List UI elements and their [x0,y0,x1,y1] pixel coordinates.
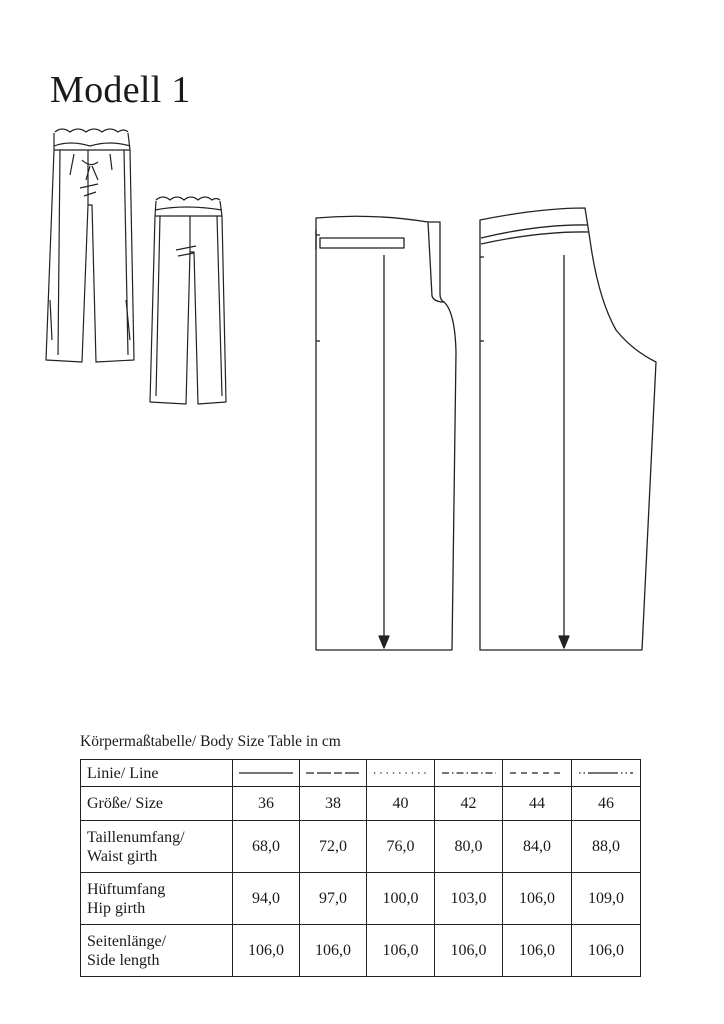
hip-row [81,873,641,925]
side-length-cell: 106,0 [367,925,435,977]
solid-line-icon [237,770,295,776]
line-row-label: Linie/ Line [81,760,233,787]
waist-cell: 68,0 [233,821,300,873]
size-cell: 44 [503,787,572,821]
line-style-dot-dash-solid [572,760,641,787]
size-table-caption: Körpermaßtabelle/ Body Size Table in cm [80,733,341,750]
waist-row-label: Taillenumfang/ Waist girth [81,821,233,873]
waist-cell: 84,0 [503,821,572,873]
size-cell: 40 [367,787,435,821]
side-length-cell: 106,0 [503,925,572,977]
size-row-label: Größe/ Size [81,787,233,821]
line-style-dotted [367,760,435,787]
line-row [81,760,641,787]
size-cell: 46 [572,787,641,821]
hip-cell: 97,0 [300,873,367,925]
hip-cell: 94,0 [233,873,300,925]
size-table [80,759,641,977]
hip-cell: 103,0 [435,873,503,925]
hip-cell: 109,0 [572,873,641,925]
side-length-cell: 106,0 [572,925,641,977]
side-length-cell: 106,0 [435,925,503,977]
side-length-cell: 106,0 [233,925,300,977]
waist-cell: 88,0 [572,821,641,873]
side-length-row-label: Seitenlänge/ Side length [81,925,233,977]
line-style-long-dash [300,760,367,787]
page-title: Modell 1 [50,69,191,111]
line-style-dashed [503,760,572,787]
size-cell: 42 [435,787,503,821]
size-cell: 36 [233,787,300,821]
back-view-sketch [150,197,226,404]
line-style-dash-dot [435,760,503,787]
dashed-line-icon [508,770,566,776]
dash-dot-line-icon [440,770,498,776]
line-style-solid [233,760,300,787]
front-pattern-piece [316,216,456,650]
size-cell: 38 [300,787,367,821]
waist-row [81,821,641,873]
back-pattern-piece [480,208,656,650]
dotted-line-icon [372,770,430,776]
size-row [81,787,641,821]
hip-row-label: Hüftumfang Hip girth [81,873,233,925]
side-length-row [81,925,641,977]
side-length-cell: 106,0 [300,925,367,977]
waist-cell: 72,0 [300,821,367,873]
waist-cell: 80,0 [435,821,503,873]
hip-cell: 100,0 [367,873,435,925]
waist-cell: 76,0 [367,821,435,873]
long-dash-line-icon [304,770,362,776]
hip-cell: 106,0 [503,873,572,925]
front-view-sketch [46,129,134,362]
dot-dash-solid-line-icon [577,770,635,776]
